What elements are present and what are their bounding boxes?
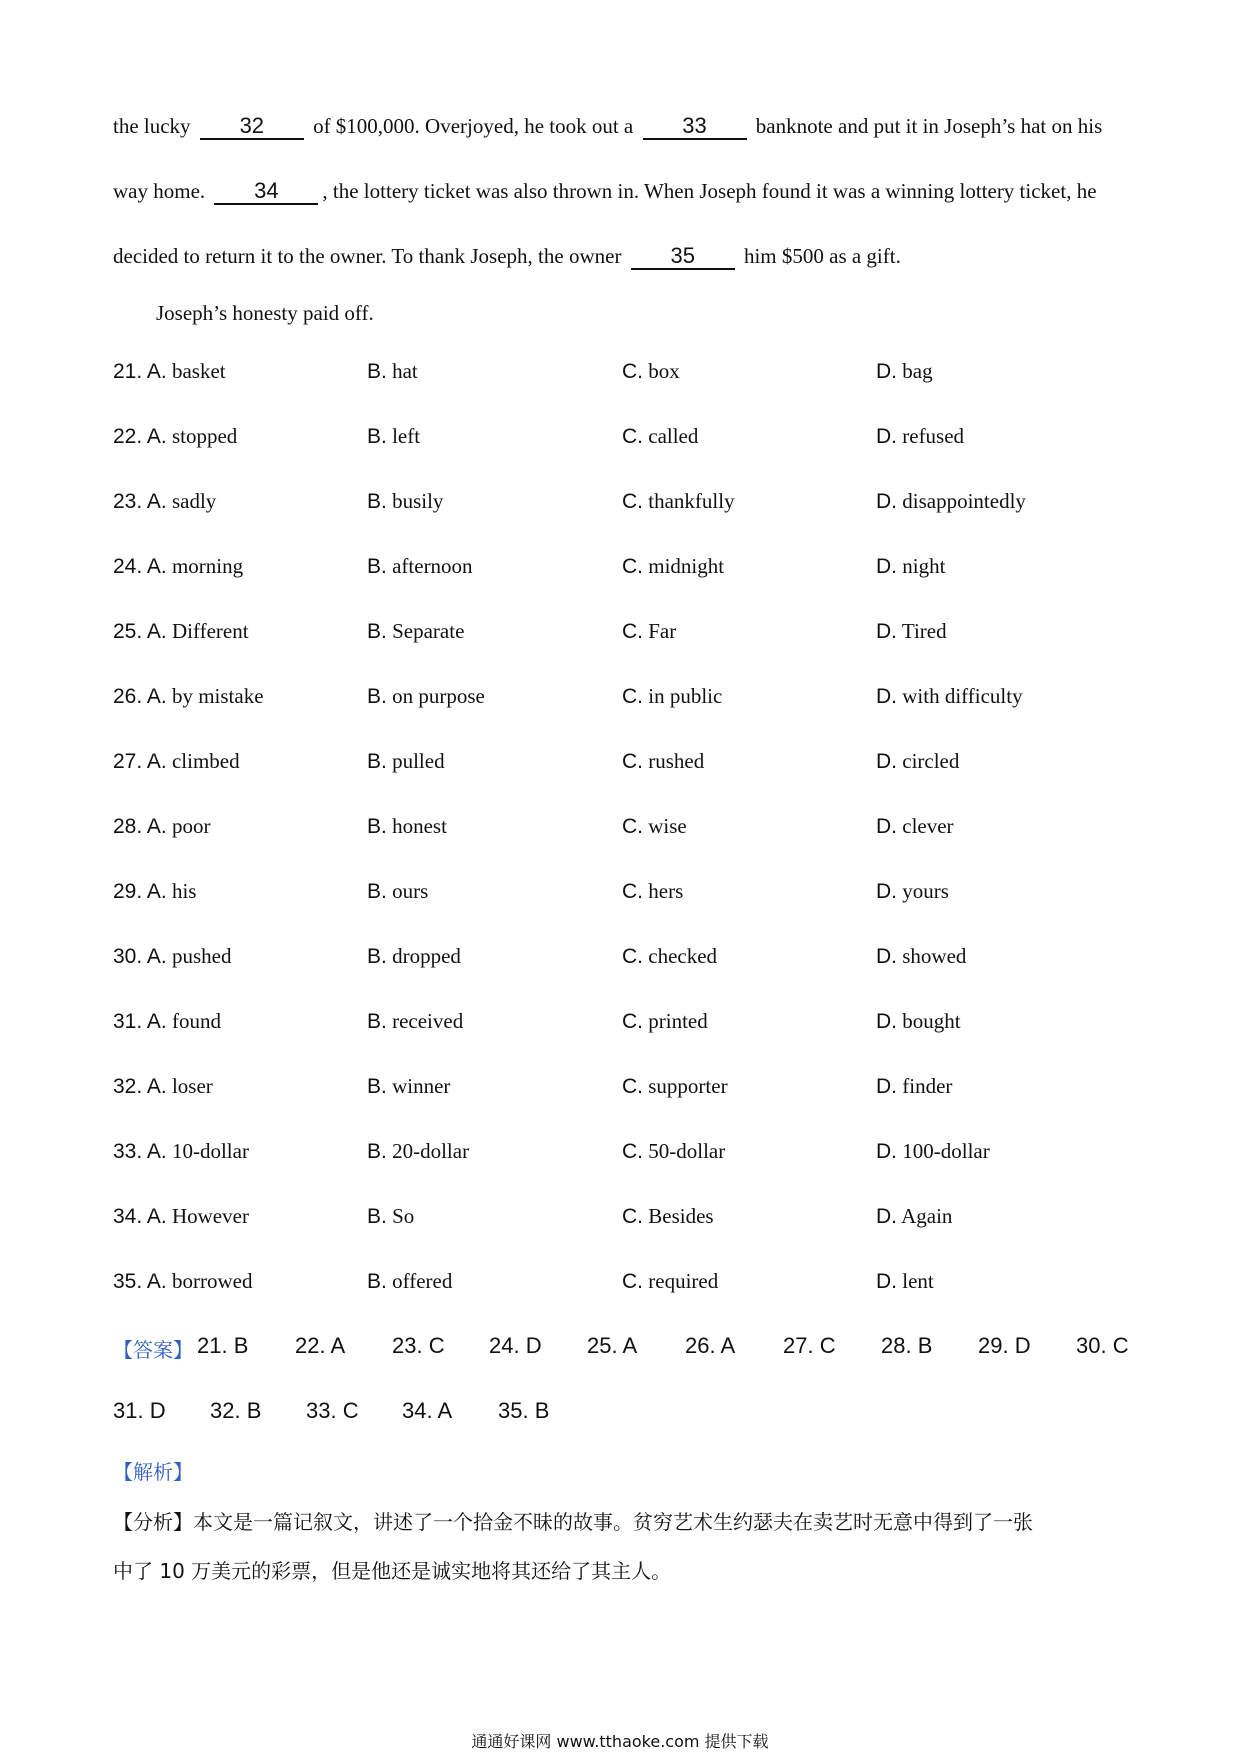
question-number: 26. A. xyxy=(113,685,167,708)
option-key: B. xyxy=(367,555,387,578)
option-text: However xyxy=(171,1204,249,1228)
option-key: B. xyxy=(367,750,387,773)
question-number: 24. A. xyxy=(113,555,167,578)
option-key: B. xyxy=(367,425,387,448)
question-row xyxy=(113,619,1133,649)
option-text: by mistake xyxy=(171,684,264,708)
option-key: C. xyxy=(622,815,643,838)
question-number: 21. A. xyxy=(113,360,167,383)
option-key: D. xyxy=(876,685,897,708)
answer-row-2 xyxy=(113,1398,1133,1428)
option-key: C. xyxy=(622,555,643,578)
option-text: Tired xyxy=(901,619,947,643)
option-text: 50-dollar xyxy=(648,1139,726,1163)
passage-text: banknote and put it in Joseph’s hat on his xyxy=(755,114,1103,138)
option-text: yours xyxy=(902,879,949,903)
option-text: clever xyxy=(902,814,954,838)
answer-item: 35. B xyxy=(498,1398,550,1423)
question-number: 28. A. xyxy=(113,815,167,838)
question-number: 35. A. xyxy=(113,1270,167,1293)
option-text: loser xyxy=(171,1074,213,1098)
question-row xyxy=(113,1009,1133,1039)
option-text: circled xyxy=(902,749,960,773)
option-key: C. xyxy=(622,620,643,643)
question-row xyxy=(113,554,1133,584)
answer-item: 30. C xyxy=(1076,1333,1129,1358)
analysis-line-2: 中了 10 万美元的彩票，但是他还是诚实地将其还给了其主人。 xyxy=(113,1559,672,1583)
option-a xyxy=(113,749,240,774)
option-key: C. xyxy=(622,1205,643,1228)
option-text: hat xyxy=(392,359,418,383)
option-a xyxy=(113,814,210,839)
option-text: offered xyxy=(392,1269,453,1293)
option-d xyxy=(876,684,1023,709)
option-key: D. xyxy=(876,425,897,448)
option-a xyxy=(113,944,231,969)
answer-item: 34. A xyxy=(402,1398,453,1423)
option-key: B. xyxy=(367,685,387,708)
answer-item: 28. B xyxy=(881,1333,933,1358)
option-key: C. xyxy=(622,1010,643,1033)
option-text: showed xyxy=(902,944,967,968)
option-text: pulled xyxy=(392,749,445,773)
option-d xyxy=(876,1204,952,1229)
option-key: D. xyxy=(876,360,897,383)
option-key: D. xyxy=(876,1140,897,1163)
passage-line-3 xyxy=(113,244,901,270)
option-text: So xyxy=(392,1204,415,1228)
option-text: basket xyxy=(171,359,226,383)
option-b xyxy=(367,359,418,384)
option-c xyxy=(622,749,704,774)
answer-item: 22. A xyxy=(295,1333,346,1358)
option-b xyxy=(367,489,443,514)
option-text: sadly xyxy=(171,489,217,513)
option-key: C. xyxy=(622,1270,643,1293)
option-a xyxy=(113,1269,252,1294)
option-key: C. xyxy=(622,490,643,513)
blank-32: 32 xyxy=(200,114,304,140)
option-key: B. xyxy=(367,1010,387,1033)
option-text: his xyxy=(171,879,197,903)
option-a xyxy=(113,424,237,449)
option-d xyxy=(876,1269,934,1294)
option-d xyxy=(876,1074,952,1099)
option-text: honest xyxy=(392,814,447,838)
option-text: box xyxy=(648,359,680,383)
question-number: 31. A. xyxy=(113,1010,167,1033)
option-d xyxy=(876,359,933,384)
question-number: 25. A. xyxy=(113,620,167,643)
option-text: printed xyxy=(648,1009,708,1033)
option-text: dropped xyxy=(392,944,461,968)
option-c xyxy=(622,1139,725,1164)
option-c xyxy=(622,424,698,449)
option-text: checked xyxy=(648,944,718,968)
question-row xyxy=(113,424,1133,454)
question-row xyxy=(113,749,1133,779)
option-d xyxy=(876,619,947,644)
passage-text: decided to return it to the owner. To thank Joseph, the owner xyxy=(113,244,622,268)
option-a xyxy=(113,1009,221,1034)
option-c xyxy=(622,684,722,709)
option-a xyxy=(113,359,226,384)
question-number: 32. A. xyxy=(113,1075,167,1098)
option-key: B. xyxy=(367,360,387,383)
answer-item: 24. D xyxy=(489,1333,542,1358)
passage-text: the lucky xyxy=(113,114,191,138)
option-c xyxy=(622,489,735,514)
option-c xyxy=(622,554,724,579)
option-a xyxy=(113,489,216,514)
option-text: received xyxy=(392,1009,464,1033)
option-key: B. xyxy=(367,880,387,903)
option-text: finder xyxy=(902,1074,953,1098)
option-key: C. xyxy=(622,685,643,708)
option-c xyxy=(622,879,683,904)
option-text: Again xyxy=(901,1204,953,1228)
option-b xyxy=(367,879,428,904)
question-row xyxy=(113,684,1133,714)
option-a xyxy=(113,554,243,579)
option-text: ours xyxy=(392,879,429,903)
passage-line-2 xyxy=(113,179,1097,205)
option-key: C. xyxy=(622,945,643,968)
option-d xyxy=(876,424,964,449)
option-text: found xyxy=(171,1009,221,1033)
option-a xyxy=(113,879,196,904)
question-row xyxy=(113,879,1133,909)
question-number: 34. A. xyxy=(113,1205,167,1228)
option-text: thankfully xyxy=(648,489,735,513)
option-a xyxy=(113,684,264,709)
option-text: pushed xyxy=(171,944,232,968)
question-number: 23. A. xyxy=(113,490,167,513)
option-a xyxy=(113,1139,249,1164)
option-text: supporter xyxy=(648,1074,728,1098)
option-text: in public xyxy=(648,684,723,708)
option-key: B. xyxy=(367,1205,387,1228)
option-b xyxy=(367,619,464,644)
question-row xyxy=(113,814,1133,844)
blank-33: 33 xyxy=(643,114,747,140)
question-number: 29. A. xyxy=(113,880,167,903)
option-key: B. xyxy=(367,620,387,643)
option-text: stopped xyxy=(171,424,238,448)
option-text: midnight xyxy=(648,554,725,578)
option-b xyxy=(367,1009,463,1034)
option-text: morning xyxy=(171,554,244,578)
option-a xyxy=(113,1204,249,1229)
option-text: refused xyxy=(902,424,965,448)
option-text: bought xyxy=(902,1009,961,1033)
option-c xyxy=(622,1074,728,1099)
option-d xyxy=(876,879,949,904)
blank-34: 34 xyxy=(214,179,318,205)
question-row xyxy=(113,1204,1133,1234)
question-row xyxy=(113,489,1133,519)
option-text: night xyxy=(902,554,946,578)
option-c xyxy=(622,944,717,969)
question-row xyxy=(113,359,1133,389)
option-key: C. xyxy=(622,425,643,448)
answer-item: 25. A xyxy=(587,1333,638,1358)
option-a xyxy=(113,1074,213,1099)
question-number: 27. A. xyxy=(113,750,167,773)
option-text: disappointedly xyxy=(902,489,1026,513)
option-d xyxy=(876,1139,990,1164)
analysis-label: 【解析】 xyxy=(113,1460,193,1484)
option-text: Besides xyxy=(648,1204,714,1228)
option-text: Far xyxy=(648,619,677,643)
option-text: climbed xyxy=(171,749,240,773)
option-key: D. xyxy=(876,490,897,513)
option-d xyxy=(876,944,966,969)
option-text: 10-dollar xyxy=(171,1139,249,1163)
option-key: B. xyxy=(367,490,387,513)
option-key: B. xyxy=(367,1075,387,1098)
passage-line-1 xyxy=(113,114,1102,140)
option-b xyxy=(367,1269,452,1294)
option-d xyxy=(876,1009,961,1034)
answer-row-1 xyxy=(113,1333,1133,1363)
option-d xyxy=(876,749,959,774)
option-key: D. xyxy=(876,1270,897,1293)
option-key: C. xyxy=(622,880,643,903)
option-d xyxy=(876,554,945,579)
question-row xyxy=(113,1269,1133,1299)
option-b xyxy=(367,1074,450,1099)
option-b xyxy=(367,554,473,579)
blank-35: 35 xyxy=(631,244,735,270)
option-key: B. xyxy=(367,945,387,968)
option-key: B. xyxy=(367,1140,387,1163)
option-text: poor xyxy=(171,814,211,838)
answer-item: 27. C xyxy=(783,1333,836,1358)
option-key: C. xyxy=(622,1075,643,1098)
option-text: 100-dollar xyxy=(902,1139,990,1163)
option-a xyxy=(113,619,249,644)
answer-item: 33. C xyxy=(306,1398,359,1423)
question-row xyxy=(113,1139,1133,1169)
analysis-line-1: 【分析】本文是一篇记叙文，讲述了一个拾金不昧的故事。贫穷艺术生约瑟夫在卖艺时无意中得到了一张 xyxy=(113,1510,1033,1534)
option-key: C. xyxy=(622,1140,643,1163)
option-key: B. xyxy=(367,815,387,838)
answer-item: 32. B xyxy=(210,1398,262,1423)
passage-text: , the lottery ticket was also thrown in. When Joseph found it was a winning lottery ticket, he xyxy=(322,179,1097,203)
option-text: Separate xyxy=(392,619,465,643)
option-text: 20-dollar xyxy=(392,1139,470,1163)
option-b xyxy=(367,684,485,709)
option-key: D. xyxy=(876,1205,897,1228)
option-b xyxy=(367,944,461,969)
question-number: 22. A. xyxy=(113,425,167,448)
option-text: with difficulty xyxy=(902,684,1023,708)
option-key: D. xyxy=(876,1075,897,1098)
option-key: D. xyxy=(876,880,897,903)
option-key: D. xyxy=(876,620,897,643)
option-c xyxy=(622,1204,714,1229)
option-c xyxy=(622,359,680,384)
question-row xyxy=(113,1074,1133,1104)
option-c xyxy=(622,619,676,644)
option-text: busily xyxy=(392,489,444,513)
option-key: D. xyxy=(876,815,897,838)
option-text: winner xyxy=(392,1074,451,1098)
option-d xyxy=(876,489,1026,514)
option-text: rushed xyxy=(648,749,705,773)
option-key: C. xyxy=(622,360,643,383)
option-d xyxy=(876,814,954,839)
option-text: afternoon xyxy=(392,554,473,578)
option-b xyxy=(367,814,447,839)
passage-text: way home. xyxy=(113,179,206,203)
answer-item: 21. B xyxy=(197,1333,249,1358)
option-key: C. xyxy=(622,750,643,773)
answer-item: 23. C xyxy=(392,1333,445,1358)
option-text: required xyxy=(648,1269,719,1293)
option-c xyxy=(622,1269,718,1294)
passage-text: him $500 as a gift. xyxy=(743,244,901,268)
option-text: called xyxy=(648,424,699,448)
option-text: hers xyxy=(648,879,684,903)
answer-label: 【答案】 xyxy=(113,1338,193,1362)
option-text: on purpose xyxy=(392,684,485,708)
option-c xyxy=(622,814,687,839)
option-text: left xyxy=(392,424,421,448)
option-text: lent xyxy=(902,1269,934,1293)
passage-closing: Joseph’s honesty paid off. xyxy=(156,301,374,325)
answer-item: 26. A xyxy=(685,1333,736,1358)
passage-text: of $100,000. Overjoyed, he took out a xyxy=(313,114,634,138)
answer-item: 29. D xyxy=(978,1333,1031,1358)
page-footer: 通通好课网 www.tthaoke.com 提供下载 xyxy=(471,1732,769,1751)
option-key: D. xyxy=(876,750,897,773)
option-c xyxy=(622,1009,708,1034)
option-key: B. xyxy=(367,1270,387,1293)
option-text: bag xyxy=(902,359,933,383)
answer-item: 31. D xyxy=(113,1398,166,1423)
question-row xyxy=(113,944,1133,974)
option-b xyxy=(367,1139,469,1164)
option-text: wise xyxy=(648,814,687,838)
option-key: D. xyxy=(876,945,897,968)
option-b xyxy=(367,749,445,774)
option-key: D. xyxy=(876,1010,897,1033)
option-b xyxy=(367,1204,414,1229)
option-text: borrowed xyxy=(171,1269,253,1293)
option-key: D. xyxy=(876,555,897,578)
question-number: 30. A. xyxy=(113,945,167,968)
option-b xyxy=(367,424,420,449)
question-number: 33. A. xyxy=(113,1140,167,1163)
option-text: Different xyxy=(171,619,249,643)
